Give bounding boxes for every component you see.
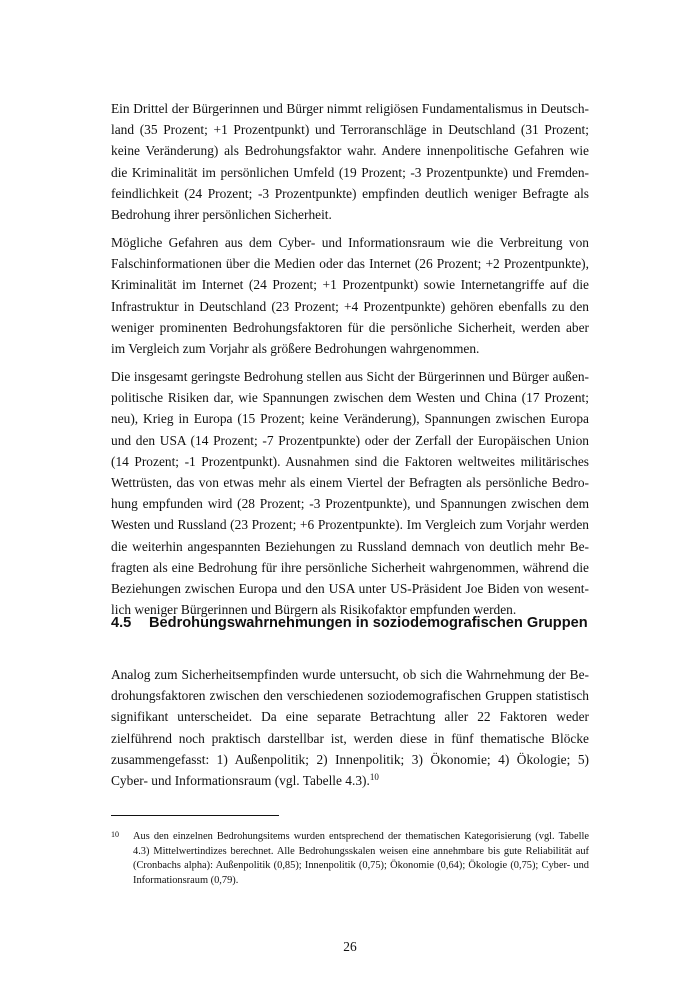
footnote-number: 10 (111, 830, 119, 839)
paragraph-cyber-threats: Mögliche Gefahren aus dem Cyber- und Informationsraum wie die Verbreitung von Falschinformationen über die Medien oder das Internet (26 Prozent; +2 Prozentpunkte), Kriminalität im Internet (24 Prozent; +1 Prozentpunkt) sowie Internetangriffe auf die Infrastruktur in Deutschland (23 Prozent; +4 Prozentpunkte) gehören ebenfalls zu den weniger prominenten Bedrohungsfaktoren für die persönliche Sicherheit, werden aber im Vergleich zum Vorjahr als größere Bedrohungen wahrgenommen. (111, 235, 589, 357)
footnote-text: Aus den einzelnen Bedrohungsitems wurden entsprechend der thematischen Kategorisierung (vgl. Tabelle 4.3) Mittelwertindizes berechnet. Alle Bedrohungsskalen weisen eine annehmbare bis gute Reliabilität auf (Cronbachs alpha): Außenpolitik (0,85); Innenpolitik (0,75); Ökonomie (0,64); Ökologie (0,75); Cyber- und Informationsraum (0,79). (133, 831, 589, 886)
section-number: 4.5 (111, 615, 132, 631)
footnote (111, 830, 589, 888)
footnote-reference[interactable]: 10 (369, 772, 379, 783)
page-number: 26 (343, 939, 357, 954)
paragraph-foreign-policy-risks: Die insgesamt geringste Bedrohung stellen aus Sicht der Bürgerinnen und Bürger außenpolitische Risiken dar, wie Spannungen zwischen dem Westen und China (17 Prozent; neu), Krieg in Europa (15 Prozent; keine Veränderung), Spannungen zwischen Europa und den USA (14 Prozent; -7 Prozentpunkte) oder der Zerfall der Europäischen Union (14 Prozent; -1 Prozentpunkt). Ausnahmen sind die Faktoren weltweites militärisches Wettrüsten, das von etwas mehr als einem Viertel der Befragten als persönliche Bedrohung empfunden wird (28 Prozent; -3 Prozentpunkte), und Spannungen zwischen dem Westen und Russland (23 Prozent; +6 Prozentpunkte). Im Vergleich zum Vorjahr werden die weiterhin angespannten Beziehungen zu Russland demnach von deutlich mehr Befragten als eine Bedrohung für ihre persönliche Sicherheit wahrgenommen, während die Beziehungen zwischen Europa und den USA unter US-Präsident Joe Biden von wesentlich weniger Bürgerinnen und Bürgern als Risikofaktor empfunden werden. (111, 369, 589, 618)
paragraph-sociodemographic-analysis (111, 664, 589, 791)
section-heading (111, 613, 589, 633)
footnote-divider (111, 815, 279, 816)
paragraph-religious-fundamentalism: Ein Drittel der Bürgerinnen und Bürger nimmt religiösen Fundamentalismus in Deutschland (35 Prozent; +1 Prozentpunkt) und Terroranschläge in Deutschland (31 Prozent; keine Veränderung) als Bedrohungsfaktor wahr. Andere innenpolitische Gefahren wie die Kriminalität im persönlichen Umfeld (19 Prozent; -3 Prozentpunkte) und Fremdenfeindlichkeit (24 Prozent; -3 Prozentpunkte) empfinden deutlich weniger Befragte als Bedrohung ihrer persönlichen Sicherheit. (111, 101, 589, 223)
section-title: Bedrohungswahrnehmungen in soziodemografischen Gruppen (149, 615, 588, 631)
paragraph-text: Analog zum Sicherheitsempfinden wurde untersucht, ob sich die Wahrnehmung der Bedrohungsfaktoren zwischen den verschiedenen soziodemografischen Gruppen statistisch signifikant unterscheidet. Da eine separate Betrachtung aller 22 Faktoren weder zielführend noch praktisch darstellbar ist, werden diese in fünf thematische Blöcke zusammengefasst: 1) Außenpolitik; 2) Innenpolitik; 3) Ökonomie; 4) Ökologie; 5) Cyber- und Informationsraum (vgl. Tabelle 4.3). (111, 667, 589, 789)
